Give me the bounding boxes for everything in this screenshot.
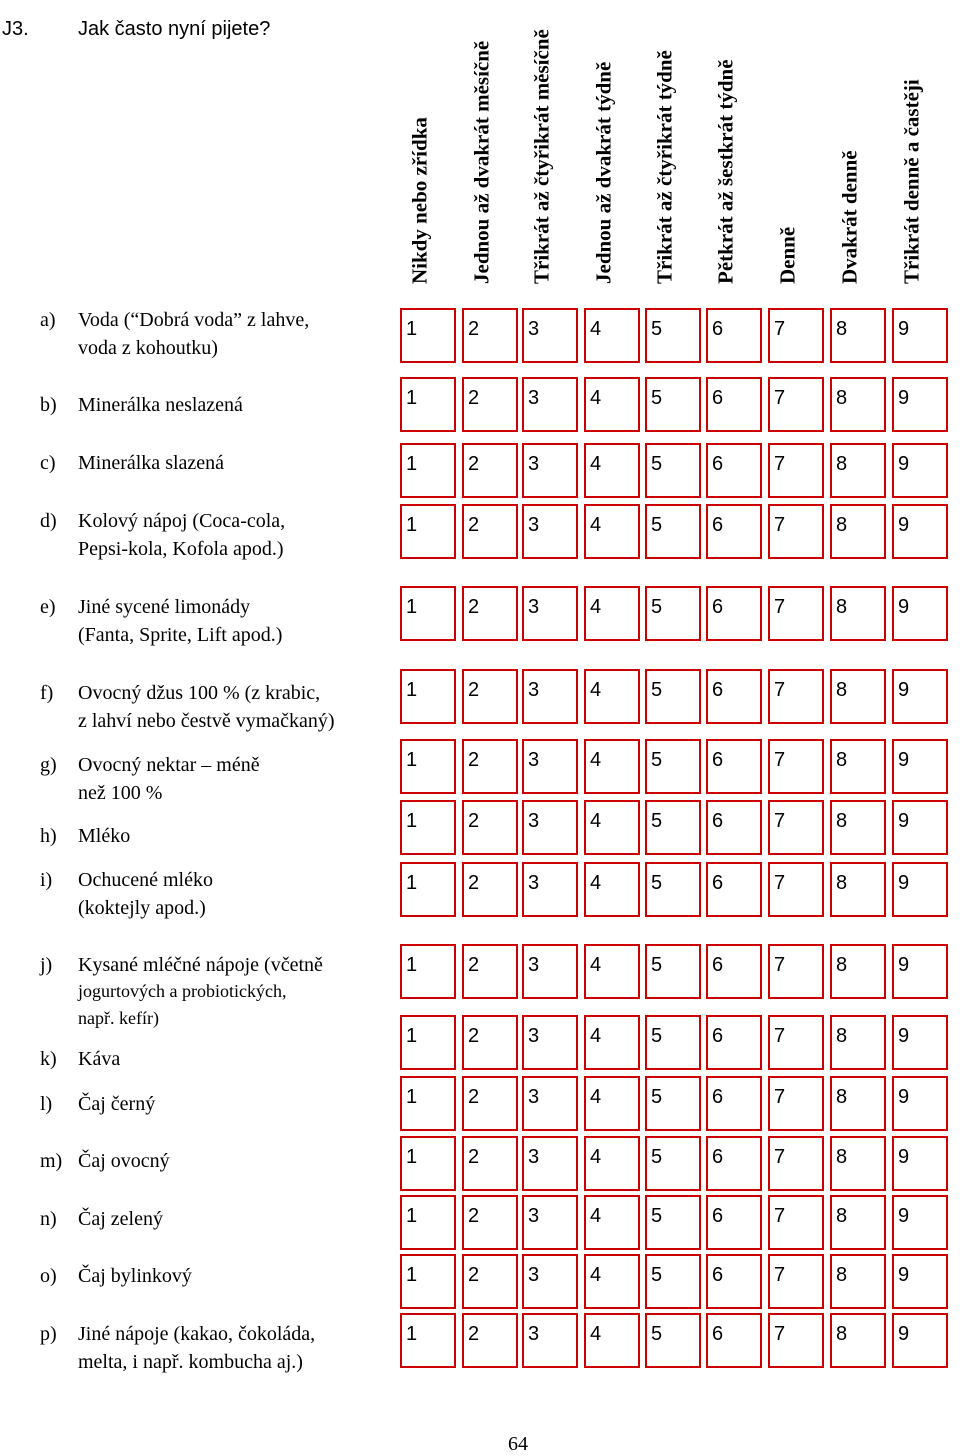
answer-box[interactable]: 7: [768, 377, 824, 432]
answer-box[interactable]: 1: [400, 1015, 456, 1070]
column-header-label: Jednou až dvakrát týdně: [591, 61, 616, 284]
answer-box[interactable]: 6: [706, 308, 762, 363]
answer-box[interactable]: 2: [462, 377, 518, 432]
answer-box[interactable]: 8: [830, 1313, 886, 1368]
answer-box[interactable]: 4: [584, 504, 640, 559]
answer-box[interactable]: 5: [645, 1076, 701, 1131]
answer-box[interactable]: 4: [584, 377, 640, 432]
answer-box[interactable]: 6: [706, 739, 762, 794]
answer-box[interactable]: 8: [830, 669, 886, 724]
answer-box[interactable]: 2: [462, 443, 518, 498]
row-label-line: voda z kohoutku): [78, 337, 218, 359]
answer-box[interactable]: 5: [645, 739, 701, 794]
row-label-line: Čaj bylinkový: [78, 1265, 192, 1287]
column-header-label: Pětkrát až šestkrát týdně: [713, 59, 738, 284]
row-letter: c): [40, 452, 56, 474]
answer-box[interactable]: 2: [462, 1015, 518, 1070]
answer-box[interactable]: 6: [706, 862, 762, 917]
column-header: [892, 0, 932, 305]
answer-box[interactable]: 1: [400, 377, 456, 432]
answer-box[interactable]: 7: [768, 1313, 824, 1368]
answer-box[interactable]: 2: [462, 739, 518, 794]
answer-box[interactable]: 2: [462, 1076, 518, 1131]
answer-box[interactable]: 9: [892, 1195, 948, 1250]
answer-box[interactable]: 3: [522, 862, 578, 917]
row-label-line: Voda (“Dobrá voda” z lahve,: [78, 309, 310, 331]
row-label-line: než 100 %: [78, 782, 163, 804]
answer-box[interactable]: 6: [706, 1015, 762, 1070]
answer-box[interactable]: 2: [462, 504, 518, 559]
answer-box[interactable]: 8: [830, 862, 886, 917]
answer-box[interactable]: 7: [768, 504, 824, 559]
answer-box[interactable]: 7: [768, 1254, 824, 1309]
answer-box[interactable]: 9: [892, 1136, 948, 1191]
answer-box[interactable]: 8: [830, 1254, 886, 1309]
row-letter: k): [40, 1048, 57, 1070]
answer-box[interactable]: 1: [400, 944, 456, 999]
answer-box[interactable]: 6: [706, 944, 762, 999]
answer-box[interactable]: 9: [892, 1076, 948, 1131]
answer-box[interactable]: 2: [462, 1136, 518, 1191]
answer-box[interactable]: 9: [892, 1254, 948, 1309]
row-label-line: Jiné sycené limonády: [78, 596, 251, 618]
row-letter: b): [40, 394, 57, 416]
answer-box[interactable]: 3: [522, 800, 578, 855]
answer-box[interactable]: 3: [522, 1313, 578, 1368]
answer-box[interactable]: 3: [522, 669, 578, 724]
column-header: [768, 0, 808, 305]
row-label-line: z lahví nebo čestvě vymačkaný): [78, 710, 335, 732]
answer-box[interactable]: 5: [645, 308, 701, 363]
answer-box[interactable]: 6: [706, 504, 762, 559]
answer-box[interactable]: 9: [892, 1015, 948, 1070]
answer-box[interactable]: 4: [584, 308, 640, 363]
answer-box[interactable]: 4: [584, 739, 640, 794]
answer-box[interactable]: 6: [706, 377, 762, 432]
row-letter: n): [40, 1208, 57, 1230]
answer-box[interactable]: 4: [584, 800, 640, 855]
answer-box[interactable]: 3: [522, 1015, 578, 1070]
row-letter: l): [40, 1093, 53, 1115]
row-label-line: např. kefír): [78, 1008, 159, 1028]
answer-box[interactable]: 5: [645, 669, 701, 724]
answer-box[interactable]: 8: [830, 443, 886, 498]
answer-box[interactable]: 5: [645, 504, 701, 559]
row-letter: e): [40, 596, 56, 618]
answer-box[interactable]: 1: [400, 1254, 456, 1309]
column-header: [462, 0, 502, 305]
answer-box[interactable]: 4: [584, 944, 640, 999]
answer-box[interactable]: 3: [522, 1136, 578, 1191]
answer-box[interactable]: 5: [645, 443, 701, 498]
answer-box[interactable]: 2: [462, 1254, 518, 1309]
answer-box[interactable]: 3: [522, 739, 578, 794]
answer-box[interactable]: 5: [645, 1254, 701, 1309]
answer-box[interactable]: 8: [830, 1195, 886, 1250]
answer-box[interactable]: 3: [522, 586, 578, 641]
answer-box[interactable]: 5: [645, 1136, 701, 1191]
answer-box[interactable]: 3: [522, 443, 578, 498]
answer-box[interactable]: 4: [584, 1195, 640, 1250]
row-label-line: Pepsi-kola, Kofola apod.): [78, 538, 284, 560]
answer-box[interactable]: 7: [768, 944, 824, 999]
answer-box[interactable]: 4: [584, 443, 640, 498]
row-label-line: Čaj černý: [78, 1093, 156, 1115]
answer-box[interactable]: 3: [522, 1254, 578, 1309]
answer-box[interactable]: 7: [768, 443, 824, 498]
answer-box[interactable]: 5: [645, 1313, 701, 1368]
row-label-line: Kysané mléčné nápoje (včetně: [78, 954, 323, 976]
answer-box[interactable]: 8: [830, 504, 886, 559]
answer-box[interactable]: 9: [892, 586, 948, 641]
answer-box[interactable]: 4: [584, 669, 640, 724]
answer-box[interactable]: 6: [706, 1195, 762, 1250]
answer-box[interactable]: 8: [830, 944, 886, 999]
answer-box[interactable]: 6: [706, 800, 762, 855]
answer-box[interactable]: 1: [400, 308, 456, 363]
answer-box[interactable]: 9: [892, 800, 948, 855]
answer-box[interactable]: 9: [892, 944, 948, 999]
answer-box[interactable]: 5: [645, 1015, 701, 1070]
answer-box[interactable]: 3: [522, 377, 578, 432]
answer-box[interactable]: 3: [522, 944, 578, 999]
column-header: [706, 0, 746, 305]
answer-box[interactable]: 9: [892, 862, 948, 917]
answer-box[interactable]: 5: [645, 944, 701, 999]
answer-box[interactable]: 7: [768, 862, 824, 917]
answer-box[interactable]: 4: [584, 586, 640, 641]
answer-box[interactable]: 2: [462, 308, 518, 363]
row-label-line: Ochucené mléko: [78, 869, 213, 891]
answer-box[interactable]: 3: [522, 308, 578, 363]
page-number: 64: [508, 1433, 528, 1455]
answer-box[interactable]: 2: [462, 669, 518, 724]
row-label-line: Minerálka neslazená: [78, 394, 243, 416]
answer-box[interactable]: 6: [706, 1076, 762, 1131]
answer-box[interactable]: 9: [892, 1313, 948, 1368]
row-label-line: Ovocný džus 100 % (z krabic,: [78, 682, 321, 704]
answer-box[interactable]: 4: [584, 862, 640, 917]
answer-box[interactable]: 2: [462, 1195, 518, 1250]
answer-box[interactable]: 9: [892, 443, 948, 498]
answer-box[interactable]: 7: [768, 1015, 824, 1070]
column-header: [522, 0, 562, 305]
answer-box[interactable]: 9: [892, 377, 948, 432]
row-label-line: (koktejly apod.): [78, 897, 206, 919]
column-header-label: Třikrát až čtyřikrát týdně: [652, 50, 677, 284]
answer-box[interactable]: 1: [400, 1195, 456, 1250]
answer-box[interactable]: 1: [400, 504, 456, 559]
answer-box[interactable]: 8: [830, 377, 886, 432]
answer-box[interactable]: 2: [462, 586, 518, 641]
answer-box[interactable]: 6: [706, 1254, 762, 1309]
answer-box[interactable]: 8: [830, 739, 886, 794]
answer-box[interactable]: 1: [400, 669, 456, 724]
column-header-label: Jednou až dvakrát měsíčně: [469, 40, 494, 284]
answer-box[interactable]: 1: [400, 1313, 456, 1368]
answer-box[interactable]: 4: [584, 1254, 640, 1309]
answer-box[interactable]: 1: [400, 862, 456, 917]
answer-box[interactable]: 6: [706, 1313, 762, 1368]
question-text: Jak často nyní pijete?: [78, 18, 271, 40]
row-label-line: Kolový nápoj (Coca-cola,: [78, 510, 286, 532]
answer-box[interactable]: 5: [645, 800, 701, 855]
answer-box[interactable]: 2: [462, 800, 518, 855]
row-label-line: Mléko: [78, 825, 131, 847]
column-header: [645, 0, 685, 305]
answer-box[interactable]: 9: [892, 504, 948, 559]
row-label-line: Čaj zelený: [78, 1208, 163, 1230]
row-label-line: Jiné nápoje (kakao, čokoláda,: [78, 1323, 316, 1345]
row-letter: m): [40, 1150, 63, 1172]
answer-box[interactable]: 7: [768, 308, 824, 363]
answer-box[interactable]: 8: [830, 308, 886, 363]
question-number: J3.: [2, 18, 29, 40]
answer-box[interactable]: 6: [706, 669, 762, 724]
answer-box[interactable]: 9: [892, 308, 948, 363]
answer-box[interactable]: 2: [462, 1313, 518, 1368]
row-label-line: melta, i např. kombucha aj.): [78, 1351, 303, 1373]
row-label-line: (Fanta, Sprite, Lift apod.): [78, 624, 283, 646]
answer-box[interactable]: 7: [768, 586, 824, 641]
answer-box[interactable]: 6: [706, 1136, 762, 1191]
column-header: [830, 0, 870, 305]
answer-box[interactable]: 5: [645, 1195, 701, 1250]
row-label-line: Minerálka slazená: [78, 452, 225, 474]
row-letter: i): [40, 869, 53, 891]
answer-box[interactable]: 7: [768, 1195, 824, 1250]
answer-box[interactable]: 6: [706, 443, 762, 498]
answer-box[interactable]: 3: [522, 1076, 578, 1131]
answer-box[interactable]: 5: [645, 862, 701, 917]
answer-box[interactable]: 8: [830, 1015, 886, 1070]
row-letter: h): [40, 825, 57, 847]
answer-box[interactable]: 1: [400, 586, 456, 641]
answer-box[interactable]: 1: [400, 1076, 456, 1131]
row-label-line: Ovocný nektar – méně: [78, 754, 260, 776]
column-header-label: Denně: [775, 226, 800, 284]
answer-box[interactable]: 7: [768, 1076, 824, 1131]
column-header: [584, 0, 624, 305]
answer-box[interactable]: 3: [522, 1195, 578, 1250]
answer-box[interactable]: 8: [830, 1076, 886, 1131]
row-label-line: Káva: [78, 1048, 121, 1070]
row-label-line: Čaj ovocný: [78, 1150, 170, 1172]
row-letter: p): [40, 1323, 57, 1345]
answer-box[interactable]: 9: [892, 669, 948, 724]
column-header-label: Dvakrát denně: [837, 150, 862, 284]
answer-box[interactable]: 4: [584, 1313, 640, 1368]
column-header-label: Třikrát až čtyřikrát měsíčně: [529, 29, 554, 284]
row-letter: j): [40, 954, 53, 976]
column-header-label: Nikdy nebo zřídka: [407, 117, 432, 284]
answer-box[interactable]: 1: [400, 1136, 456, 1191]
answer-box[interactable]: 7: [768, 739, 824, 794]
answer-box[interactable]: 5: [645, 377, 701, 432]
answer-box[interactable]: 5: [645, 586, 701, 641]
answer-box[interactable]: 9: [892, 739, 948, 794]
answer-box[interactable]: 8: [830, 1136, 886, 1191]
row-letter: f): [40, 682, 54, 704]
answer-box[interactable]: 1: [400, 800, 456, 855]
answer-box[interactable]: 3: [522, 504, 578, 559]
answer-box[interactable]: 1: [400, 443, 456, 498]
row-letter: d): [40, 510, 57, 532]
row-letter: a): [40, 309, 56, 331]
answer-box[interactable]: 7: [768, 800, 824, 855]
answer-box[interactable]: 8: [830, 800, 886, 855]
answer-box[interactable]: 4: [584, 1076, 640, 1131]
row-label-line: jogurtových a probiotických,: [78, 981, 287, 1001]
column-header: [400, 0, 440, 305]
answer-box[interactable]: 6: [706, 586, 762, 641]
answer-box[interactable]: 4: [584, 1136, 640, 1191]
answer-box[interactable]: 4: [584, 1015, 640, 1070]
answer-box[interactable]: 2: [462, 944, 518, 999]
answer-box[interactable]: 2: [462, 862, 518, 917]
row-letter: g): [40, 754, 57, 776]
row-letter: o): [40, 1265, 57, 1287]
answer-box[interactable]: 7: [768, 669, 824, 724]
answer-box[interactable]: 7: [768, 1136, 824, 1191]
answer-box[interactable]: 8: [830, 586, 886, 641]
column-header-label: Třikrát denně a častěji: [899, 79, 924, 284]
answer-box[interactable]: 1: [400, 739, 456, 794]
